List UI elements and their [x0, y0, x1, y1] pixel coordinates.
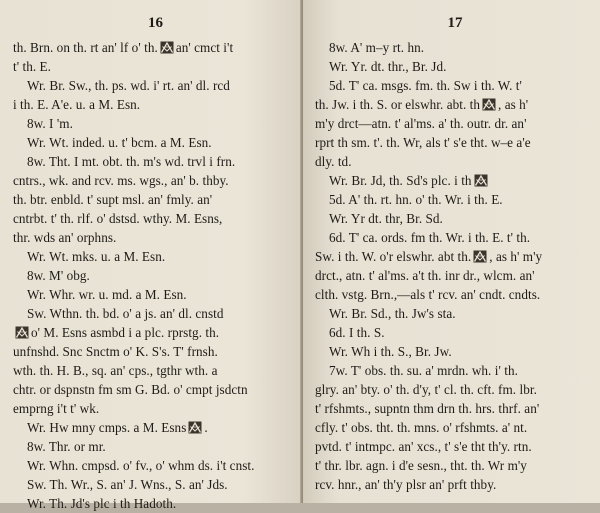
- text-line: [315, 57, 600, 76]
- text-line: [315, 247, 600, 266]
- text-line: [13, 399, 303, 418]
- text-line: [315, 190, 600, 209]
- line-text: Wr. Yr dt. thr, Br. Sd.: [329, 211, 443, 226]
- line-text: Wr. Wt. mks. u. a M. Esn.: [27, 249, 166, 264]
- square-compass-icon: [474, 174, 488, 187]
- text-line: [13, 247, 303, 266]
- line-text: Wr. Br. Jd, th. Sd's plc. i th: [329, 173, 472, 188]
- line-text: 5d. A' th. rt. hn. o' th. Wr. i th. E.: [329, 192, 503, 207]
- line-text: wth. th. H. B., sq. an' cps., tgthr wth. a: [13, 363, 218, 378]
- text-line: [315, 437, 600, 456]
- line-text: unfnshd. Snc Snctm o' K. S's. T' frnsh.: [13, 344, 218, 359]
- text-line: [13, 456, 303, 475]
- line-text: 6d. T' ca. ords. fm th. Wr. i th. E. t' th.: [329, 230, 531, 245]
- line-text-after-symbol: an' cmct i't: [175, 40, 234, 55]
- square-compass-icon: [473, 250, 487, 263]
- text-line: [315, 152, 600, 171]
- text-line: [13, 437, 303, 456]
- text-line: [13, 380, 303, 399]
- line-text: cfly. t' obs. tht. th. mns. o' rfshmts. a' nt.: [315, 420, 528, 435]
- line-text-after-symbol: o' M. Esns asmbd i a plc. rprstg. th.: [31, 325, 220, 340]
- line-text-after-symbol: .: [204, 420, 208, 435]
- line-text: m'y drct—atn. t' al'ms. a' th. outr. dr. an': [315, 116, 527, 131]
- line-text: glry. an' bty. o' th. d'y, t' cl. th. cft. fm. lbr.: [315, 382, 537, 397]
- line-text: Wr. Wh i th. S., Br. Jw.: [329, 344, 452, 359]
- line-text: chtr. or dspnstn fm sm G. Bd. o' cmpt jsdctn: [13, 382, 248, 397]
- line-text: Wr. Yr. dt. thr., Br. Jd.: [329, 59, 447, 74]
- line-text: 8w. A' m–y rt. hn.: [329, 40, 425, 55]
- text-line: [315, 342, 600, 361]
- page-number: 17: [447, 15, 463, 31]
- text-line: [13, 95, 303, 114]
- line-text: Wr. Whn. cmpsd. o' fv., o' whm ds. i't cnst.: [27, 458, 255, 473]
- text-line: [315, 399, 600, 418]
- text-line: [13, 38, 303, 57]
- text-line: [315, 285, 600, 304]
- square-compass-icon: [188, 421, 202, 434]
- line-text: 8w. M' obg.: [27, 268, 90, 283]
- line-text: Wr. Whr. wr. u. md. a M. Esn.: [27, 287, 187, 302]
- right-page: [303, 0, 600, 503]
- line-text: t' rfshmts., supntn thm drn th. hrs. thrf. an': [315, 401, 540, 416]
- left-page-text: [13, 38, 303, 513]
- line-text: pvtd. t' intmpc. an' xcs., t' s'e tht th'y. rtn.: [315, 439, 532, 454]
- text-line: [315, 380, 600, 399]
- text-line: [315, 323, 600, 342]
- line-text-after-symbol: , as h': [498, 97, 529, 112]
- text-line: [315, 228, 600, 247]
- text-line: [315, 475, 600, 494]
- text-line: [13, 133, 303, 152]
- text-line: [13, 323, 303, 342]
- line-text-after-symbol: , as h' m'y: [489, 249, 543, 264]
- text-line: [13, 418, 303, 437]
- line-text: 6d. I th. S.: [329, 325, 385, 340]
- line-text: Wr. Wt. inded. u. t' bcm. a M. Esn.: [27, 135, 212, 150]
- text-line: [315, 266, 600, 285]
- line-text: Sw. i th. W. o'r elswhr. abt th.: [315, 249, 472, 264]
- line-text: Wr. Br. Sw., th. ps. wd. i' rt. an' dl. rcd: [27, 78, 230, 93]
- text-line: [315, 361, 600, 380]
- line-text: t' th. E.: [13, 59, 51, 74]
- line-text: Sw. Th. Wr., S. an' J. Wns., S. an' Jds.: [27, 477, 228, 492]
- text-line: [13, 190, 303, 209]
- text-line: [13, 494, 303, 513]
- line-text: th. Jw. i th. S. or elswhr. abt. th: [315, 97, 481, 112]
- text-line: [13, 209, 303, 228]
- line-text: 8w. Tht. I mt. obt. th. m's wd. trvl i frn.: [27, 154, 236, 169]
- text-line: [13, 76, 303, 95]
- line-text: t' thr. lbr. agn. i d'e sesn., tht. th. Wr m'y: [315, 458, 527, 473]
- line-text: emprng i't t' wk.: [13, 401, 100, 416]
- text-line: [13, 228, 303, 247]
- text-line: [13, 152, 303, 171]
- text-line: [315, 209, 600, 228]
- square-compass-icon: [15, 326, 29, 339]
- text-line: [13, 266, 303, 285]
- text-line: [13, 342, 303, 361]
- line-text: cntrs., wk. and rcv. ms. wgs., an' b. thby.: [13, 173, 229, 188]
- text-line: [315, 76, 600, 95]
- line-text: clth. vstg. Brn.,—als t' rcv. an' cndt. cndts.: [315, 287, 541, 302]
- line-text: th. btr. enbld. t' supt msl. an' fmly. an': [13, 192, 213, 207]
- line-text: th. Brn. on th. rt an' lf o' th.: [13, 40, 158, 55]
- line-text: Wr. Hw mny cmps. a M. Esns: [27, 420, 187, 435]
- right-page-text: [315, 38, 600, 494]
- line-text: 7w. T' obs. th. su. a' mrdn. wh. i' th.: [329, 363, 518, 378]
- square-compass-icon: [160, 41, 174, 54]
- text-line: [13, 304, 303, 323]
- text-line: [315, 95, 600, 114]
- text-line: [315, 114, 600, 133]
- text-line: [315, 456, 600, 475]
- text-line: [13, 361, 303, 380]
- text-line: [315, 304, 600, 323]
- text-line: [13, 57, 303, 76]
- line-text: 5d. T' ca. msgs. fm. th. Sw i th. W. t': [329, 78, 522, 93]
- line-text: cntrbt. t' th. rlf. o' dstsd. wthy. M. Esns,: [13, 211, 223, 226]
- page-number: 16: [148, 15, 163, 31]
- line-text: i th. E. A'e. u. a M. Esn.: [13, 97, 141, 112]
- line-text: Wr. Br. Sd., th. Jw's sta.: [329, 306, 456, 321]
- line-text: Wr. Th. Jd's plc i th Hadoth.: [27, 496, 177, 511]
- text-line: [13, 114, 303, 133]
- text-line: [315, 171, 600, 190]
- text-line: [315, 133, 600, 152]
- line-text: Sw. Wthn. th. bd. o' a js. an' dl. cnstd: [27, 306, 224, 321]
- line-text: thr. wds an' orphns.: [13, 230, 117, 245]
- line-text: dly. td.: [315, 154, 352, 169]
- line-text: 8w. I 'm.: [27, 116, 73, 131]
- line-text: drct., atn. t' al'ms. a't th. inr dr., wlcm. an': [315, 268, 535, 283]
- text-line: [13, 475, 303, 494]
- square-compass-icon: [482, 98, 496, 111]
- line-text: 8w. Thr. or mr.: [27, 439, 106, 454]
- text-line: [315, 38, 600, 57]
- line-text: rcv. hnr., an' th'y plsr an' prft thby.: [315, 477, 497, 492]
- line-text: rprt th sm. t'. th. Wr, als t' s'e tht. w–e a'e: [315, 135, 531, 150]
- text-line: [13, 171, 303, 190]
- text-line: [13, 285, 303, 304]
- text-line: [315, 418, 600, 437]
